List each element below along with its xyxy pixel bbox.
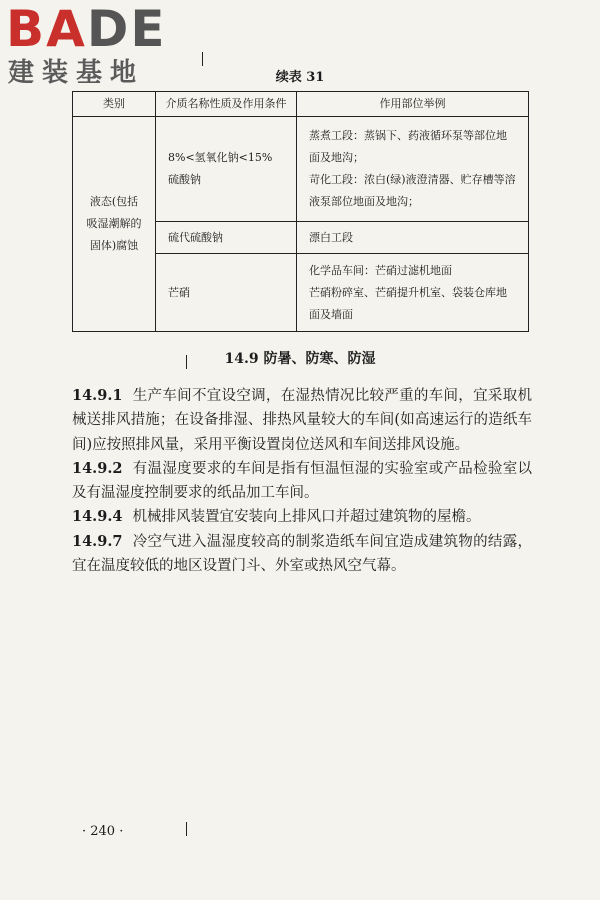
- paragraph: [72, 457, 532, 506]
- logo-subtitle: 建装基地: [8, 58, 145, 88]
- location-cell: [297, 254, 529, 332]
- clause-number: 14.9.1: [72, 387, 123, 404]
- medium-cell: 硫代硫酸钠: [156, 222, 297, 254]
- header-medium: 介质名称性质及作用条件: [156, 92, 297, 117]
- category-cell: 液态(包括吸湿潮解的固体)腐蚀: [73, 117, 156, 332]
- table-caption: 续表 31: [275, 70, 325, 85]
- medium-table: [72, 91, 529, 332]
- clause-text: 机械排风装置宜安装向上排风口并超过建筑物的屋檐。: [132, 509, 481, 526]
- paragraph: [72, 505, 532, 529]
- clause-number: 14.9.2: [72, 459, 123, 477]
- location-cell: [297, 117, 529, 222]
- location-cell: [297, 222, 529, 254]
- clause-number: 14.9.4: [72, 508, 123, 526]
- logo-wordmark: [6, 0, 176, 58]
- header-category: 类别: [73, 92, 156, 117]
- medium-cell: 8%<氢氧化钠<15% 硫酸钠: [156, 117, 297, 222]
- location-line: 漂白工段: [309, 230, 353, 244]
- logo-wordmark-accent: BA: [6, 0, 87, 58]
- location-line: 芒硝粉碎室、芒硝提升机室、袋装仓库地面及墙面: [309, 285, 507, 321]
- clause-text: 有温湿度要求的车间是指有恒温恒湿的实验室或产品检验室以及有温湿度控制要求的纸品加工车间。: [72, 460, 532, 502]
- location-line: 化学品车间：芒硝过滤机地面: [309, 263, 452, 277]
- table-header-row: [73, 92, 529, 117]
- clause-text: 冷空气进入温湿度较高的制浆造纸车间宜造成建筑物的结露，宜在温度较低的地区设置门斗、外室或热风空气幕。: [72, 533, 532, 575]
- section-title: 14.9 防暑、防寒、防湿: [224, 351, 376, 367]
- table-row: [73, 117, 529, 222]
- body-text: [72, 384, 532, 578]
- scan-mark-bottom: [186, 822, 187, 836]
- clause-text: 生产车间不宜设空调，在湿热情况比较严重的车间，宜采取机械送排风措施；在设备排湿、排热风量较大的车间(如高速运行的造纸车间)应按照排风量，采用平衡设置岗位送风和车间送排风设施。: [72, 388, 532, 453]
- scan-mark-top: [202, 52, 203, 66]
- location-line: 蒸煮工段：蒸锅下、药液循环泵等部位地面及地沟；: [309, 129, 507, 164]
- medium-cell: 芒硝: [156, 254, 297, 332]
- location-line: 苛化工段：浓白(绿)液澄清器、贮存槽等溶液泵部位地面及地沟；: [309, 173, 516, 208]
- paragraph: [72, 384, 532, 457]
- page-number: · 240 ·: [82, 824, 124, 839]
- paragraph: [72, 530, 532, 579]
- logo-wordmark-rest: DE: [86, 0, 167, 58]
- clause-number: 14.9.7: [72, 532, 123, 550]
- header-location: 作用部位举例: [297, 92, 529, 117]
